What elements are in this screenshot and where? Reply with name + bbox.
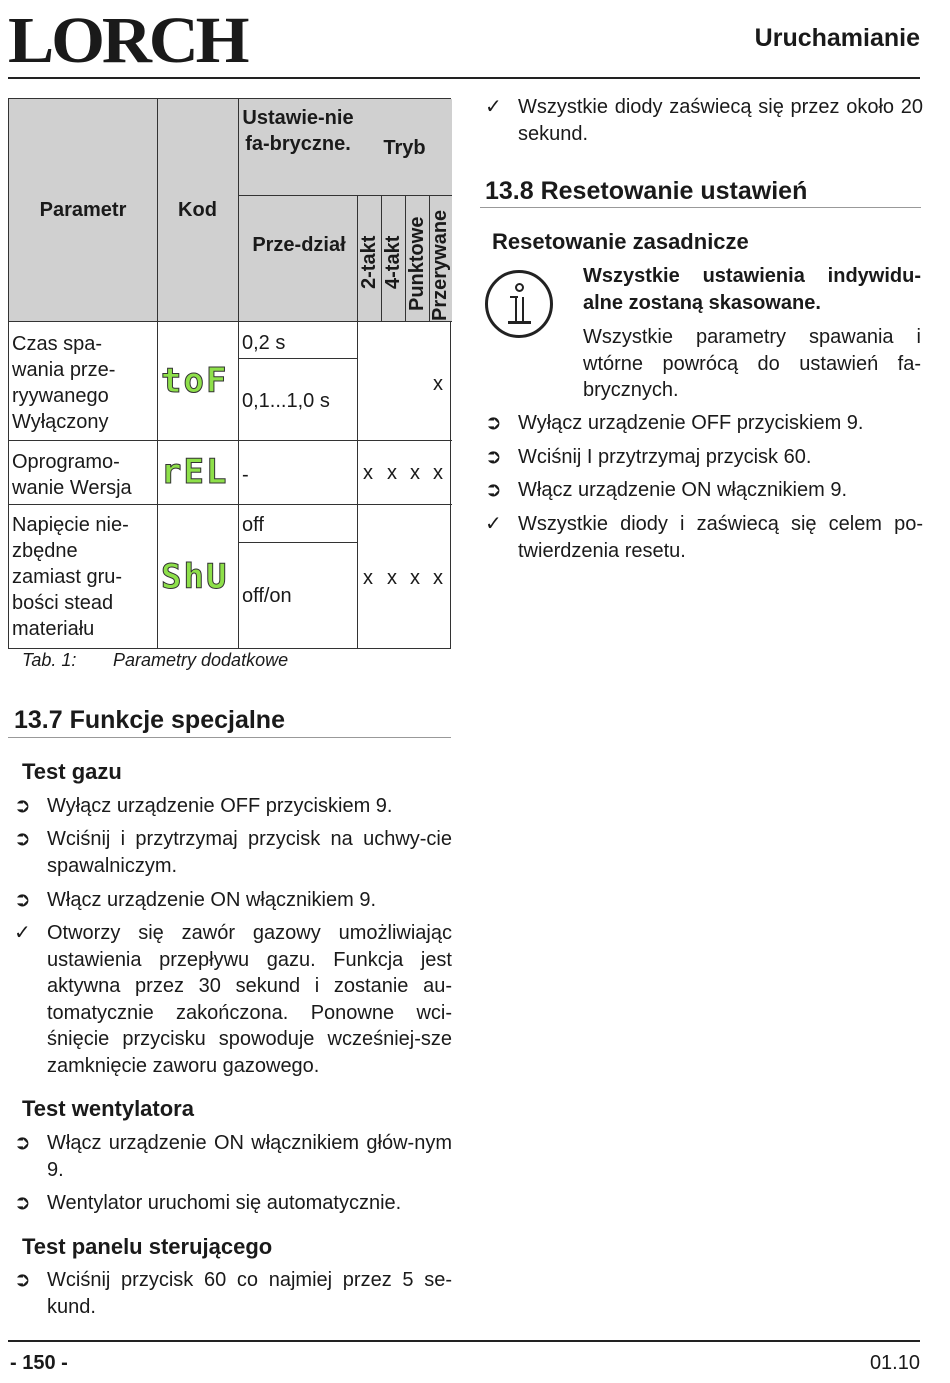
parameter-table bbox=[8, 98, 451, 649]
footer-rule bbox=[8, 1340, 920, 1342]
subheading-gas-test: Test gazu bbox=[22, 759, 122, 784]
lorch-logo: LORCH bbox=[8, 4, 247, 77]
row1-param: Czas spa-wania prze-ryywanego Wyłączony bbox=[12, 333, 116, 433]
row2-mark-4takt: x bbox=[387, 462, 397, 484]
list-item: ✓ Wszystkie diody zaświecą się przez około 20 sekund. bbox=[485, 94, 923, 147]
subheading-panel-test: Test panelu sterującego bbox=[22, 1234, 273, 1259]
check-icon: ✓ bbox=[485, 513, 502, 535]
page-date: 01.10 bbox=[869, 1352, 920, 1374]
row3-mark-punktowe: x bbox=[410, 567, 420, 589]
row3-mark-4takt: x bbox=[387, 567, 397, 589]
list-item: ➲ Włącz urządzenie ON włącznikiem 9. bbox=[485, 477, 923, 504]
list-item: ➲ Wentylator uruchomi się automatycznie. bbox=[14, 1190, 452, 1217]
row3-param: Napięcie nie-zbędne zamiast gru-bości stead materiału bbox=[12, 514, 129, 640]
arrow-icon: ➲ bbox=[14, 828, 31, 850]
row3-range: off/on bbox=[242, 585, 292, 607]
arrow-icon: ➲ bbox=[14, 1192, 31, 1214]
header-factory: Ustawie-nie fa-bryczne. bbox=[242, 107, 354, 155]
note-text: Wszystkie parametry spawania i wtórne powrócą do ustawień fa-brycznych. bbox=[583, 326, 921, 401]
page-number: - 150 - bbox=[10, 1352, 68, 1374]
table-caption-label: Tab. 1: bbox=[22, 650, 77, 670]
arrow-icon: ➲ bbox=[485, 412, 502, 434]
arrow-icon: ➲ bbox=[485, 446, 502, 468]
heading-13-7: 13.7 Funkcje specjalne bbox=[14, 706, 285, 734]
list-item: ➲ Wciśnij i przytrzymaj przycisk na uchwy-cie spawalniczym. bbox=[14, 826, 452, 879]
row3-factory: off bbox=[242, 514, 264, 536]
row1-code-display: toF bbox=[161, 361, 229, 401]
row2-code-display: rEL bbox=[161, 452, 229, 492]
arrow-icon: ➲ bbox=[14, 1269, 31, 1291]
row2-mark-2takt: x bbox=[363, 462, 373, 484]
subheading-reset: Resetowanie zasadnicze bbox=[492, 229, 749, 254]
row1-range: 0,1...1,0 s bbox=[242, 390, 330, 412]
arrow-icon: ➲ bbox=[14, 795, 31, 817]
check-icon: ✓ bbox=[14, 922, 31, 944]
list-item: ➲ Wyłącz urządzenie OFF przyciskiem 9. bbox=[485, 410, 923, 437]
note-bold: Wszystkie ustawienia indywidu-alne zostaną skasowane. bbox=[583, 265, 921, 314]
header-rule bbox=[8, 77, 920, 79]
list-item: ➲ Włącz urządzenie ON włącznikiem 9. bbox=[14, 887, 452, 914]
header-range: Prze-dział bbox=[252, 234, 346, 256]
subheading-fan-test: Test wentylatora bbox=[22, 1096, 194, 1121]
header-kod: Kod bbox=[178, 199, 217, 221]
row2-mark-punktowe: x bbox=[410, 462, 420, 484]
header-mode-4takt: 4-takt bbox=[382, 235, 404, 289]
header-parametr: Parametr bbox=[39, 199, 127, 221]
arrow-icon: ➲ bbox=[14, 889, 31, 911]
list-item: ✓ Wszystkie diody i zaświecą się celem po-twierdzenia resetu. bbox=[485, 511, 923, 564]
table-caption-text: Parametry dodatkowe bbox=[113, 650, 289, 670]
list-item: ➲ Wciśnij przycisk 60 co najmiej przez 5 se-kund. bbox=[14, 1267, 452, 1320]
row3-code-display: ShU bbox=[161, 557, 229, 597]
row3-mark-przerywane: x bbox=[433, 567, 443, 589]
row2-factory: - bbox=[242, 464, 249, 486]
row2-param: Oprogramo-wanie Wersja bbox=[12, 451, 132, 499]
header-mode-punktowe: Punktowe bbox=[406, 216, 428, 311]
section-title: Uruchamianie bbox=[754, 24, 920, 52]
list-item: ✓ Otworzy się zawór gazowy umożliwiając ustawienia przepływu gazu. Funkcja jest aktywna przez 30 sekund i zostanie au-tomatycznie zakończona. Ponowne wci-śnięcie przycisku spowoduje wcześniej-sze zamknięcie zaworu gazowego. bbox=[14, 920, 452, 1079]
check-icon: ✓ bbox=[485, 96, 502, 118]
row1-mark-przerywane: x bbox=[433, 373, 443, 395]
list-item: ➲ Włącz urządzenie ON włącznikiem głów-nym 9. bbox=[14, 1130, 452, 1183]
arrow-icon: ➲ bbox=[14, 1132, 31, 1154]
header-tryb: Tryb bbox=[383, 137, 426, 159]
row1-factory: 0,2 s bbox=[242, 332, 286, 354]
header-mode-przerywane: Przerywane bbox=[429, 209, 451, 321]
arrow-icon: ➲ bbox=[485, 479, 502, 501]
header-mode-2takt: 2-takt bbox=[358, 235, 380, 289]
heading-13-8: 13.8 Resetowanie ustawień bbox=[485, 177, 808, 205]
list-item: ➲ Wyłącz urządzenie OFF przyciskiem 9. bbox=[14, 793, 452, 820]
list-item: ➲ Wciśnij I przytrzymaj przycisk 60. bbox=[485, 444, 923, 471]
info-icon bbox=[485, 270, 553, 338]
row3-mark-2takt: x bbox=[363, 567, 373, 589]
row2-mark-przerywane: x bbox=[433, 462, 443, 484]
